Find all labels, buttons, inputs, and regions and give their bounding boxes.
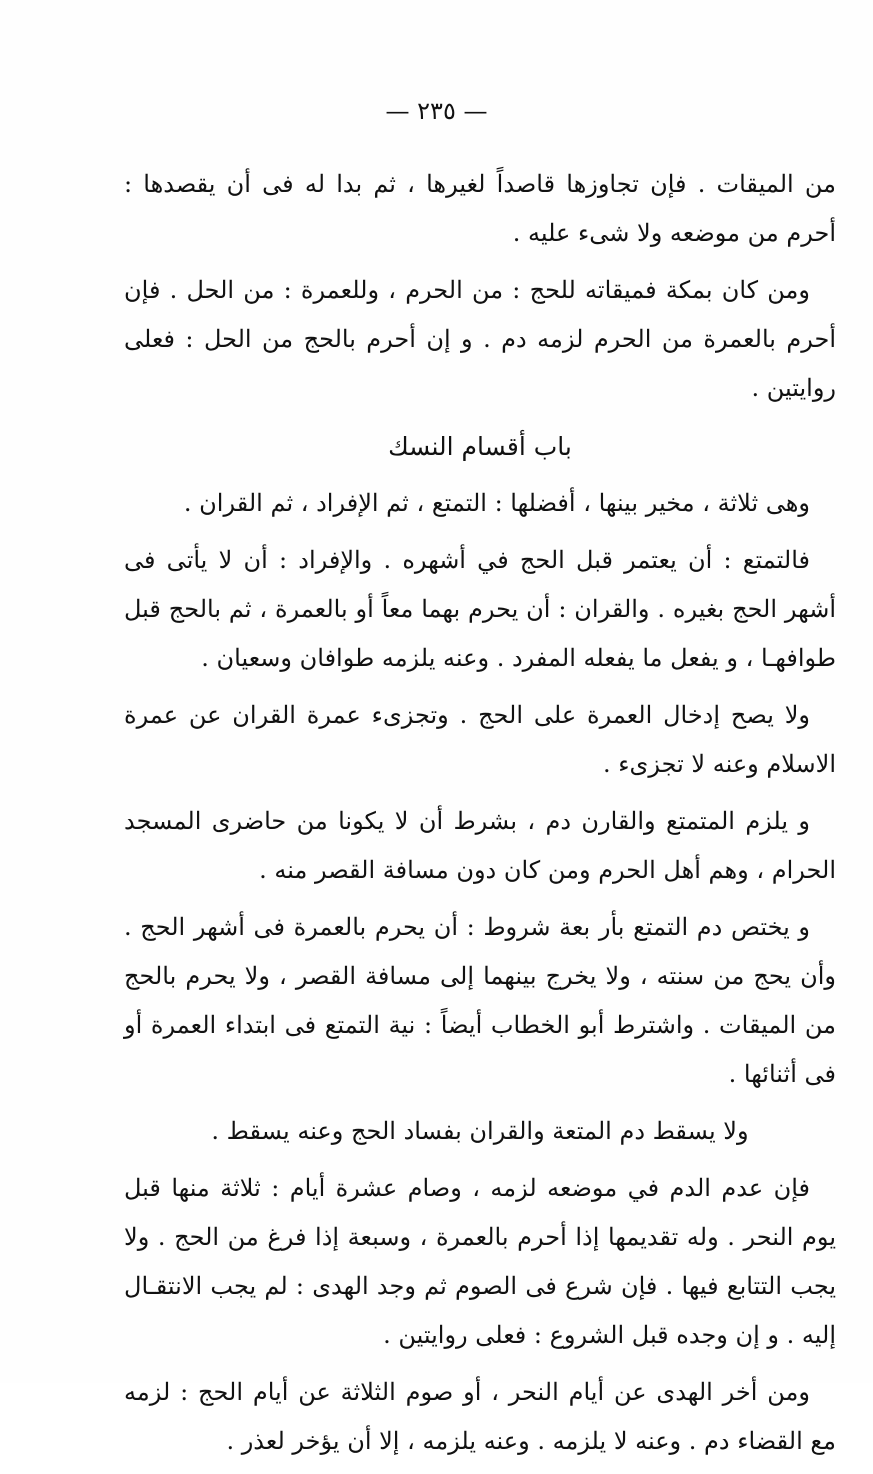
paragraph-three-types: وهى ثلاثة ، مخير بينها ، أفضلها : التمتع ، ثم الإفراد ، ثم القران . xyxy=(183,489,810,517)
paragraph-fasting: فإن عدم الدم في موضعه لزمه ، وصام عشرة أيام : ثلاثة منها قبل يوم النحر . وله تقديمها إذا أحرم بالعمرة ، وسبعة إذا فرغ من الحج . ولا يجب التتابع فيها . فإن شرع فى الصوم ثم وجد الهدى : لم يجب الانتقـال إليه . و إن وجده قبل الشروع : فعلى روايتين . xyxy=(124,1174,836,1349)
paragraph-delay: ومن أخر الهدى عن أيام النحر ، أو صوم الثلاثة عن أيام الحج : لزمه مع القضاء دم . وعنه لا يلزمه . وعنه يلزمه ، إلا أن يؤخر لعذر . xyxy=(124,1378,836,1455)
paragraph-definitions: فالتمتع : أن يعتمر قبل الحج في أشهره . والإفراد : أن لا يأتى فى أشهر الحج بغيره . والقران : أن يحرم بهما معاً أو بالعمرة ، ثم بالحج قبل طوافهـا ، و يفعل ما يفعله المفرد . وعنه يلزمه طوافان وسعيان . xyxy=(124,546,836,672)
page-number: — ٢٣٥ — xyxy=(385,97,488,125)
page-body xyxy=(124,160,836,1474)
paragraph-tamattu-conditions: و يختص دم التمتع بأر بعة شروط : أن يحرم بالعمرة فى أشهر الحج . وأن يحج من سنته ، ولا يخرج بينهما إلى مسافة القصر ، ولا يحرم بالحج من الميقات . واشترط أبو الخطاب أيضاً : نية التمتع فى ابتداء العمرة أو فى أثنائها . xyxy=(124,913,836,1088)
section-heading: باب أقسام النسك xyxy=(388,432,572,461)
paragraph-mecca-miqat: ومن كان بمكة فميقاته للحج : من الحرم ، وللعمرة : من الحل . فإن أحرم بالعمرة من الحرم لزمه دم . و إن أحرم بالحج من الحل : فعلى روايتين . xyxy=(124,276,836,402)
paragraph-adding-umrah: ولا يصح إدخال العمرة على الحج . وتجزىء عمرة القران عن عمرة الاسلام وعنه لا تجزىء . xyxy=(124,701,836,778)
paragraph-sacrifice-obligation: و يلزم المتمتع والقارن دم ، بشرط أن لا يكونا من حاضرى المسجد الحرام ، وهم أهل الحرم ومن كان دون مسافة القصر منه . xyxy=(124,807,836,884)
paragraph-miqat-passing: من الميقات . فإن تجاوزها قاصداً لغيرها ، ثم بدا له فى أن يقصدها : أحرم من موضعه ولا شىء عليه . xyxy=(124,170,836,247)
paragraph-not-dropped: ولا يسقط دم المتعة والقران بفساد الحج وعنه يسقط . xyxy=(211,1117,749,1145)
